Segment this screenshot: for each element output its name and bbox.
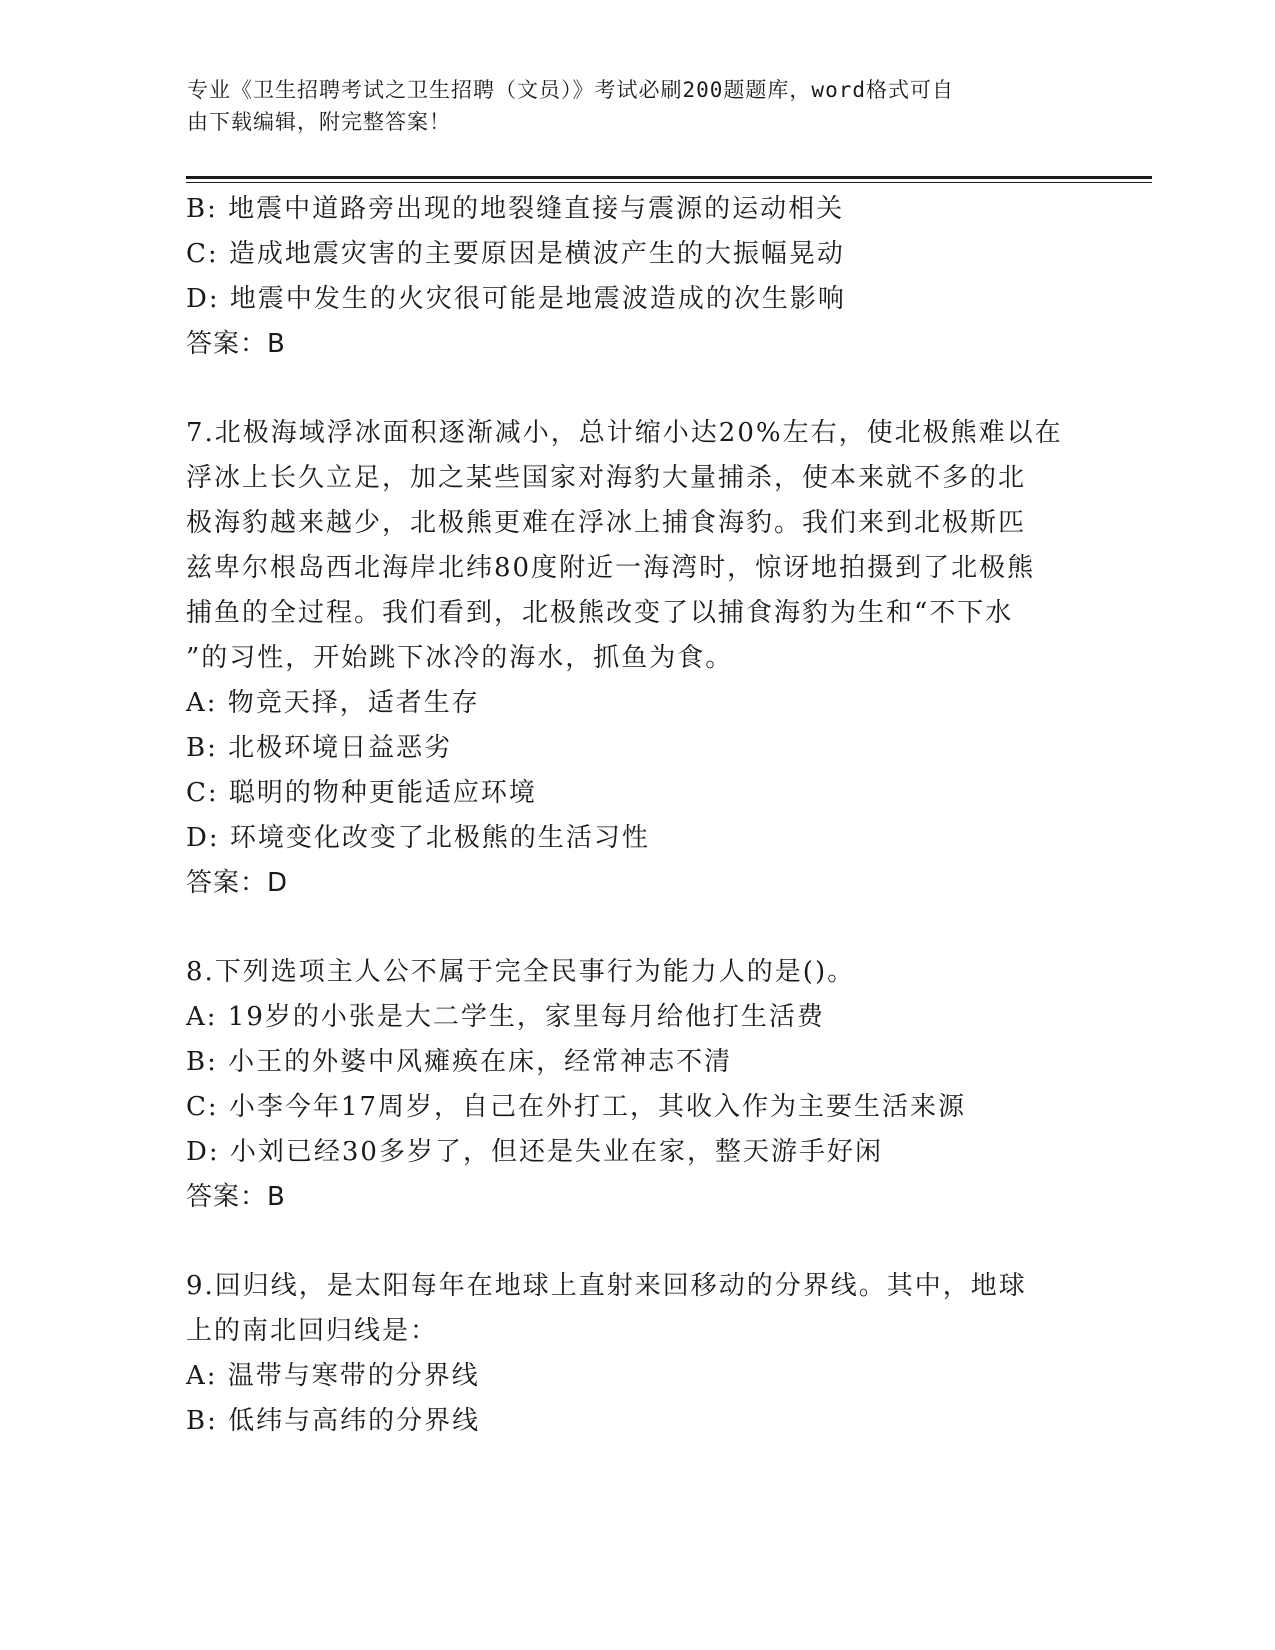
option-b: B: 北极环境日益恶劣 bbox=[186, 733, 453, 763]
question-stem: 7.北极海域浮冰面积逐渐减小，总计缩小达20%左右，使北极熊难以在 bbox=[186, 418, 1063, 448]
question-stem: ”的习性，开始跳下冰冷的海水，抓鱼为食。 bbox=[186, 643, 734, 673]
option-b: B: 小王的外婆中风瘫痪在床，经常神志不清 bbox=[186, 1047, 733, 1077]
question-stem: 8.下列选项主人公不属于完全民事行为能力人的是()。 bbox=[186, 957, 856, 987]
answer: 答案：B bbox=[186, 1182, 286, 1212]
question-stem: 浮冰上长久立足，加之某些国家对海豹大量捕杀，使本来就不多的北 bbox=[186, 463, 1027, 493]
option-d: D: 地震中发生的火灾很可能是地震波造成的次生影响 bbox=[186, 284, 846, 314]
option-c: C: 小李今年17周岁，自己在外打工，其收入作为主要生活来源 bbox=[186, 1092, 967, 1122]
header-divider-thin bbox=[186, 182, 1152, 183]
answer: 答案：B bbox=[186, 329, 286, 359]
question-6 bbox=[186, 187, 1086, 367]
header-line: 专业《卫生招聘考试之卫生招聘（文员）》考试必刷200题题库，word格式可自 bbox=[187, 78, 954, 102]
option-a: A: 19岁的小张是大二学生，家里每月给他打生活费 bbox=[186, 1002, 825, 1032]
option-d: D: 环境变化改变了北极熊的生活习性 bbox=[186, 823, 650, 853]
question-stem: 9.回归线，是太阳每年在地球上直射来回移动的分界线。其中，地球 bbox=[186, 1271, 1027, 1301]
question-stem: 极海豹越来越少，北极熊更难在浮冰上捕食海豹。我们来到北极斯匹 bbox=[186, 508, 1027, 538]
option-d: D: 小刘已经30多岁了，但还是失业在家，整天游手好闲 bbox=[186, 1137, 883, 1167]
question-stem: 兹卑尔根岛西北海岸北纬80度附近一海湾时，惊讶地拍摄到了北极熊 bbox=[186, 553, 1036, 583]
answer: 答案：D bbox=[186, 868, 289, 898]
option-c: C: 造成地震灾害的主要原因是横波产生的大振幅晃动 bbox=[186, 239, 845, 269]
question-stem: 捕鱼的全过程。我们看到，北极熊改变了以捕食海豹为生和“不下水 bbox=[186, 598, 1014, 628]
header-divider bbox=[186, 176, 1152, 179]
question-9 bbox=[186, 1264, 1086, 1444]
question-list bbox=[186, 187, 1086, 1444]
option-a: A: 温带与寒带的分界线 bbox=[186, 1361, 480, 1391]
document-header bbox=[187, 74, 1087, 138]
question-stem: 上的南北回归线是： bbox=[186, 1316, 439, 1346]
question-7 bbox=[186, 411, 1086, 906]
question-8 bbox=[186, 950, 1086, 1220]
header-line: 由下载编辑，附完整答案！ bbox=[187, 110, 451, 134]
option-c: C: 聪明的物种更能适应环境 bbox=[186, 778, 537, 808]
option-b: B: 地震中道路旁出现的地裂缝直接与震源的运动相关 bbox=[186, 194, 845, 224]
option-b: B: 低纬与高纬的分界线 bbox=[186, 1406, 481, 1436]
option-a: A: 物竞天择，适者生存 bbox=[186, 688, 480, 718]
